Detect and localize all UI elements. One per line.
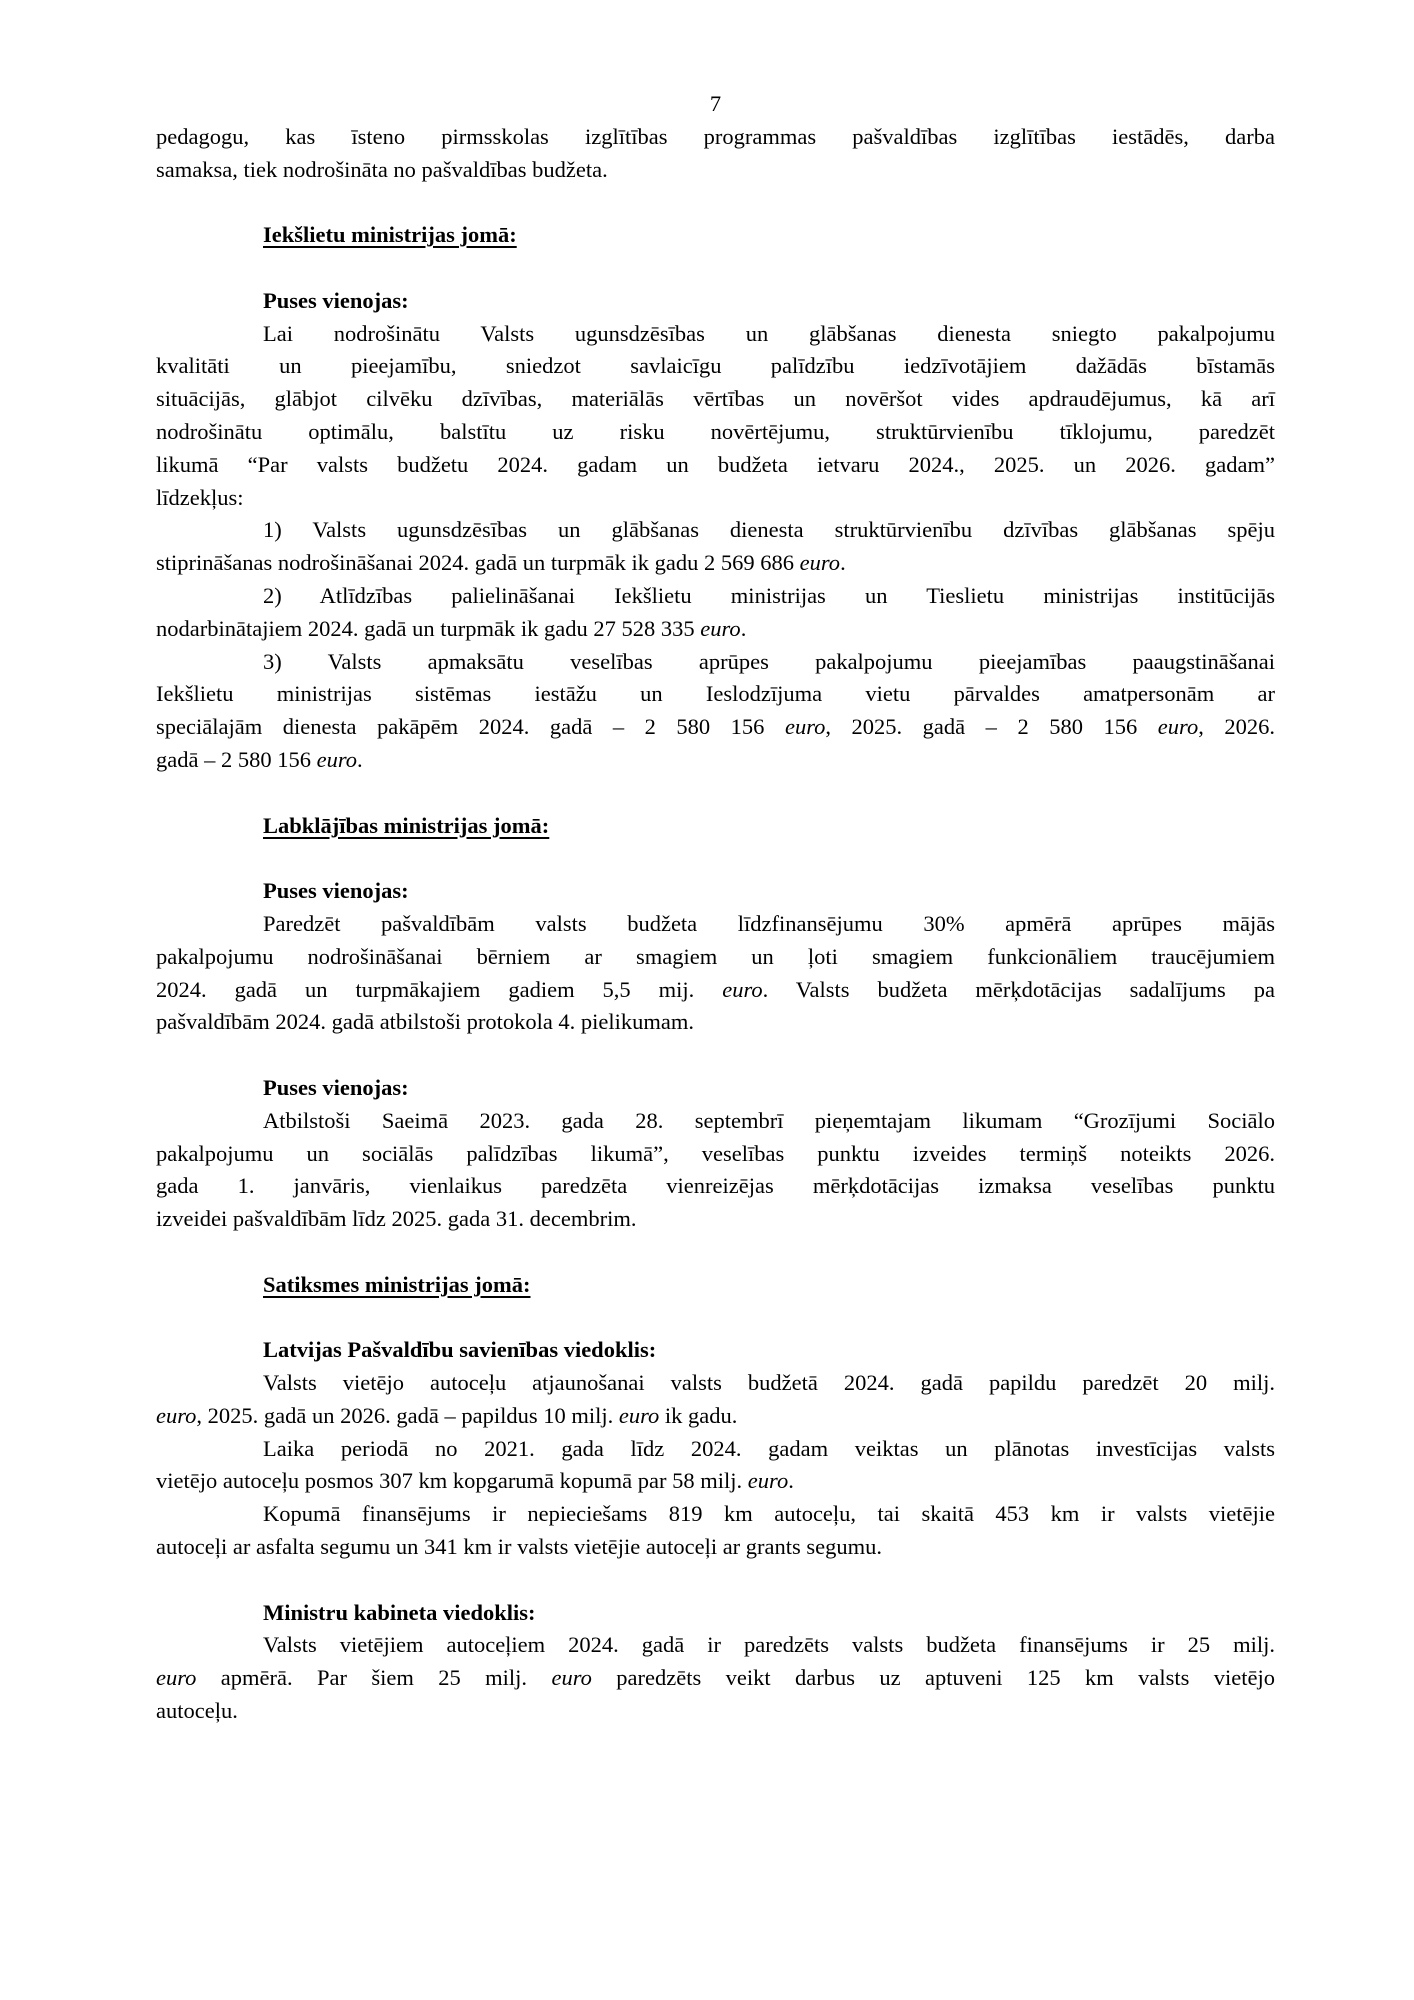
text-segment: . <box>840 550 846 576</box>
text-segment: situācijās, glābjot cilvēku dzīvības, materiālās vērtības un novēršot vides apdraudējumus, kā arī <box>156 386 1275 412</box>
text-segment: , 2025. gadā – 2 580 156 <box>825 714 1158 740</box>
text-segment: izveidei pašvaldībām līdz 2025. gada 31. decembrim. <box>156 1206 637 1232</box>
text-segment: autoceļi ar asfalta segumu un 341 km ir valsts vietējie autoceļi ar grants segumu. <box>156 1534 883 1560</box>
italic-euro-text: euro <box>784 714 826 740</box>
text-line <box>156 1006 1275 1039</box>
text-line <box>156 121 1275 154</box>
paragraph <box>156 1367 1275 1433</box>
paragraph <box>156 908 1275 1039</box>
text-line <box>156 678 1275 711</box>
text-line <box>156 547 1275 580</box>
subsection-heading: Ministru kabineta viedoklis: <box>263 1599 536 1625</box>
text-line <box>156 974 1275 1007</box>
text-line <box>156 580 1275 613</box>
italic-euro-text: euro <box>618 1402 660 1428</box>
text-segment: Iekšlietu ministrijas sistēmas iestāžu un Ieslodzījuma vietu pārvaldes amatpersonām ar <box>156 681 1275 707</box>
text-segment: , 2025. gadā un 2026. gadā – papildus 10 milj. <box>196 1402 619 1428</box>
text-line <box>156 482 1275 515</box>
text-segment: Lai nodrošinātu Valsts ugunsdzēsības un glābšanas dienesta sniegto pakalpojumu <box>263 320 1275 346</box>
subsection-heading: Puses vienojas: <box>263 287 409 313</box>
italic-euro-text: euro <box>747 1468 789 1494</box>
section-heading-text: Labklājības ministrijas jomā: <box>263 812 550 838</box>
text-segment: stiprināšanas nodrošināšanai 2024. gadā un turpmāk ik gadu 2 569 686 <box>156 550 800 576</box>
text-line <box>156 318 1275 351</box>
section-heading <box>156 810 1275 843</box>
text-line <box>156 1498 1275 1531</box>
text-line <box>156 1465 1275 1498</box>
text-line <box>156 449 1275 482</box>
paragraph <box>156 580 1275 646</box>
paragraph <box>156 1498 1275 1564</box>
paragraph <box>156 646 1275 777</box>
paragraph <box>156 1629 1275 1727</box>
text-segment: , 2026. <box>1198 714 1275 740</box>
document-body <box>156 121 1275 1728</box>
text-line <box>156 1433 1275 1466</box>
text-segment: kvalitāti un pieejamību, sniedzot savlaicīgu palīdzību iedzīvotājiem dažādās bīstamās <box>156 353 1275 379</box>
text-line <box>156 1367 1275 1400</box>
section-heading <box>156 219 1275 252</box>
text-segment: 2) Atlīdzības palielināšanai Iekšlietu ministrijas un Tieslietu ministrijas institūcijās <box>263 582 1275 608</box>
text-segment: Kopumā finansējums ir nepieciešams 819 km autoceļu, tai skaitā 453 km ir valsts vietējie <box>263 1501 1275 1527</box>
text-segment: pakalpojumu nodrošināšanai bērniem ar smagiem un ļoti smagiem funkcionāliem traucējumiem <box>156 943 1275 969</box>
paragraph <box>156 318 1275 515</box>
section-heading-text: Iekšlietu ministrijas jomā: <box>263 222 517 248</box>
section-heading-text: Satiksmes ministrijas jomā: <box>263 1271 531 1297</box>
subsection-heading: Latvijas Pašvaldību savienības viedoklis: <box>263 1337 657 1363</box>
text-segment: pašvaldībām 2024. gadā atbilstoši protokola 4. pielikumam. <box>156 1009 695 1035</box>
text-segment: līdzekļus: <box>156 484 244 510</box>
text-line <box>156 383 1275 416</box>
text-segment: gadā – 2 580 156 <box>156 746 317 772</box>
text-line <box>156 1695 1275 1728</box>
text-segment: autoceļu. <box>156 1698 238 1724</box>
text-line <box>156 646 1275 679</box>
paragraph <box>156 1433 1275 1499</box>
text-line <box>156 1662 1275 1695</box>
italic-euro-text: euro <box>156 1665 197 1691</box>
text-segment: speciālajām dienesta pakāpēm 2024. gadā – 2 580 156 <box>156 714 785 740</box>
paragraph <box>156 121 1275 187</box>
text-segment: nodarbinātajiem 2024. gadā un turpmāk ik gadu 27 528 335 <box>156 615 701 641</box>
text-segment: Valsts vietējiem autoceļiem 2024. gadā ir paredzēts valsts budžeta finansējums ir 25 milj. <box>263 1632 1275 1658</box>
text-line <box>156 350 1275 383</box>
text-segment: likumā “Par valsts budžetu 2024. gadam un budžeta ietvaru 2024., 2025. un 2026. gadam” <box>156 451 1275 477</box>
text-line <box>156 1531 1275 1564</box>
text-segment: . <box>788 1468 794 1494</box>
italic-euro-text: euro <box>156 1402 197 1428</box>
text-segment: pedagogu, kas īsteno pirmsskolas izglītības programmas pašvaldības izglītības iestādēs, darba <box>156 123 1275 149</box>
text-line <box>156 613 1275 646</box>
text-segment: samaksa, tiek nodrošināta no pašvaldības budžeta. <box>156 156 608 182</box>
text-line <box>156 1629 1275 1662</box>
text-line <box>156 941 1275 974</box>
paragraph <box>156 514 1275 580</box>
text-line <box>156 711 1275 744</box>
text-segment: paredzēts veikt darbus uz aptuveni 125 km valsts vietējo <box>591 1665 1275 1691</box>
text-line <box>156 744 1275 777</box>
text-line <box>156 1105 1275 1138</box>
italic-euro-text: euro <box>799 550 841 576</box>
text-segment: Valsts vietējo autoceļu atjaunošanai valsts budžetā 2024. gadā papildu paredzēt 20 milj. <box>263 1370 1275 1396</box>
text-segment: pakalpojumu un sociālās palīdzības likumā”, veselības punktu izveides termiņš noteikts 2026. <box>156 1140 1275 1166</box>
text-line <box>156 1170 1275 1203</box>
italic-euro-text: euro <box>551 1665 592 1691</box>
text-segment: Atbilstoši Saeimā 2023. gada 28. septembrī pieņemtajam likumam “Grozījumi Sociālo <box>263 1107 1275 1133</box>
text-line <box>156 1138 1275 1171</box>
text-segment: . <box>357 746 363 772</box>
italic-euro-text: euro <box>700 615 741 641</box>
text-segment: apmērā. Par šiem 25 milj. <box>196 1665 552 1691</box>
paragraph <box>156 1105 1275 1236</box>
text-line <box>156 1203 1275 1236</box>
text-line <box>156 154 1275 187</box>
text-segment: Paredzēt pašvaldībām valsts budžeta līdzfinansējumu 30% apmērā aprūpes mājās <box>263 910 1275 936</box>
section-heading <box>156 1269 1275 1302</box>
text-segment: nodrošinātu optimālu, balstītu uz risku novērtējumu, struktūrvienību tīklojumu, paredzēt <box>156 418 1275 444</box>
text-segment: 1) Valsts ugunsdzēsības un glābšanas dienesta struktūrvienību dzīvības glābšanas spēju <box>263 517 1275 543</box>
text-line <box>156 1400 1275 1433</box>
text-segment: 2024. gadā un turpmākajiem gadiem 5,5 mij. <box>156 976 723 1002</box>
text-line <box>156 908 1275 941</box>
subsection-heading: Puses vienojas: <box>263 1074 409 1100</box>
text-segment: 3) Valsts apmaksātu veselības aprūpes pakalpojumu pieejamības paaugstināšanai <box>263 648 1275 674</box>
text-segment: gada 1. janvāris, vienlaikus paredzēta vienreizējas mērķdotācijas izmaksa veselības punktu <box>156 1173 1275 1199</box>
text-line <box>156 416 1275 449</box>
text-segment: . <box>740 615 747 641</box>
text-segment: ik gadu. <box>659 1402 738 1428</box>
italic-euro-text: euro <box>722 976 763 1002</box>
page-number: 7 <box>709 91 722 116</box>
italic-euro-text: euro <box>1157 714 1199 740</box>
text-segment: vietējo autoceļu posmos 307 km kopgarumā kopumā par 58 milj. <box>156 1468 748 1494</box>
italic-euro-text: euro <box>316 746 358 772</box>
text-segment: Laika periodā no 2021. gada līdz 2024. gadam veiktas un plānotas investīcijas valsts <box>263 1435 1275 1461</box>
text-line <box>156 514 1275 547</box>
text-segment: . Valsts budžeta mērķdotācijas sadalījums pa <box>762 976 1275 1002</box>
subsection-heading: Puses vienojas: <box>263 878 409 904</box>
